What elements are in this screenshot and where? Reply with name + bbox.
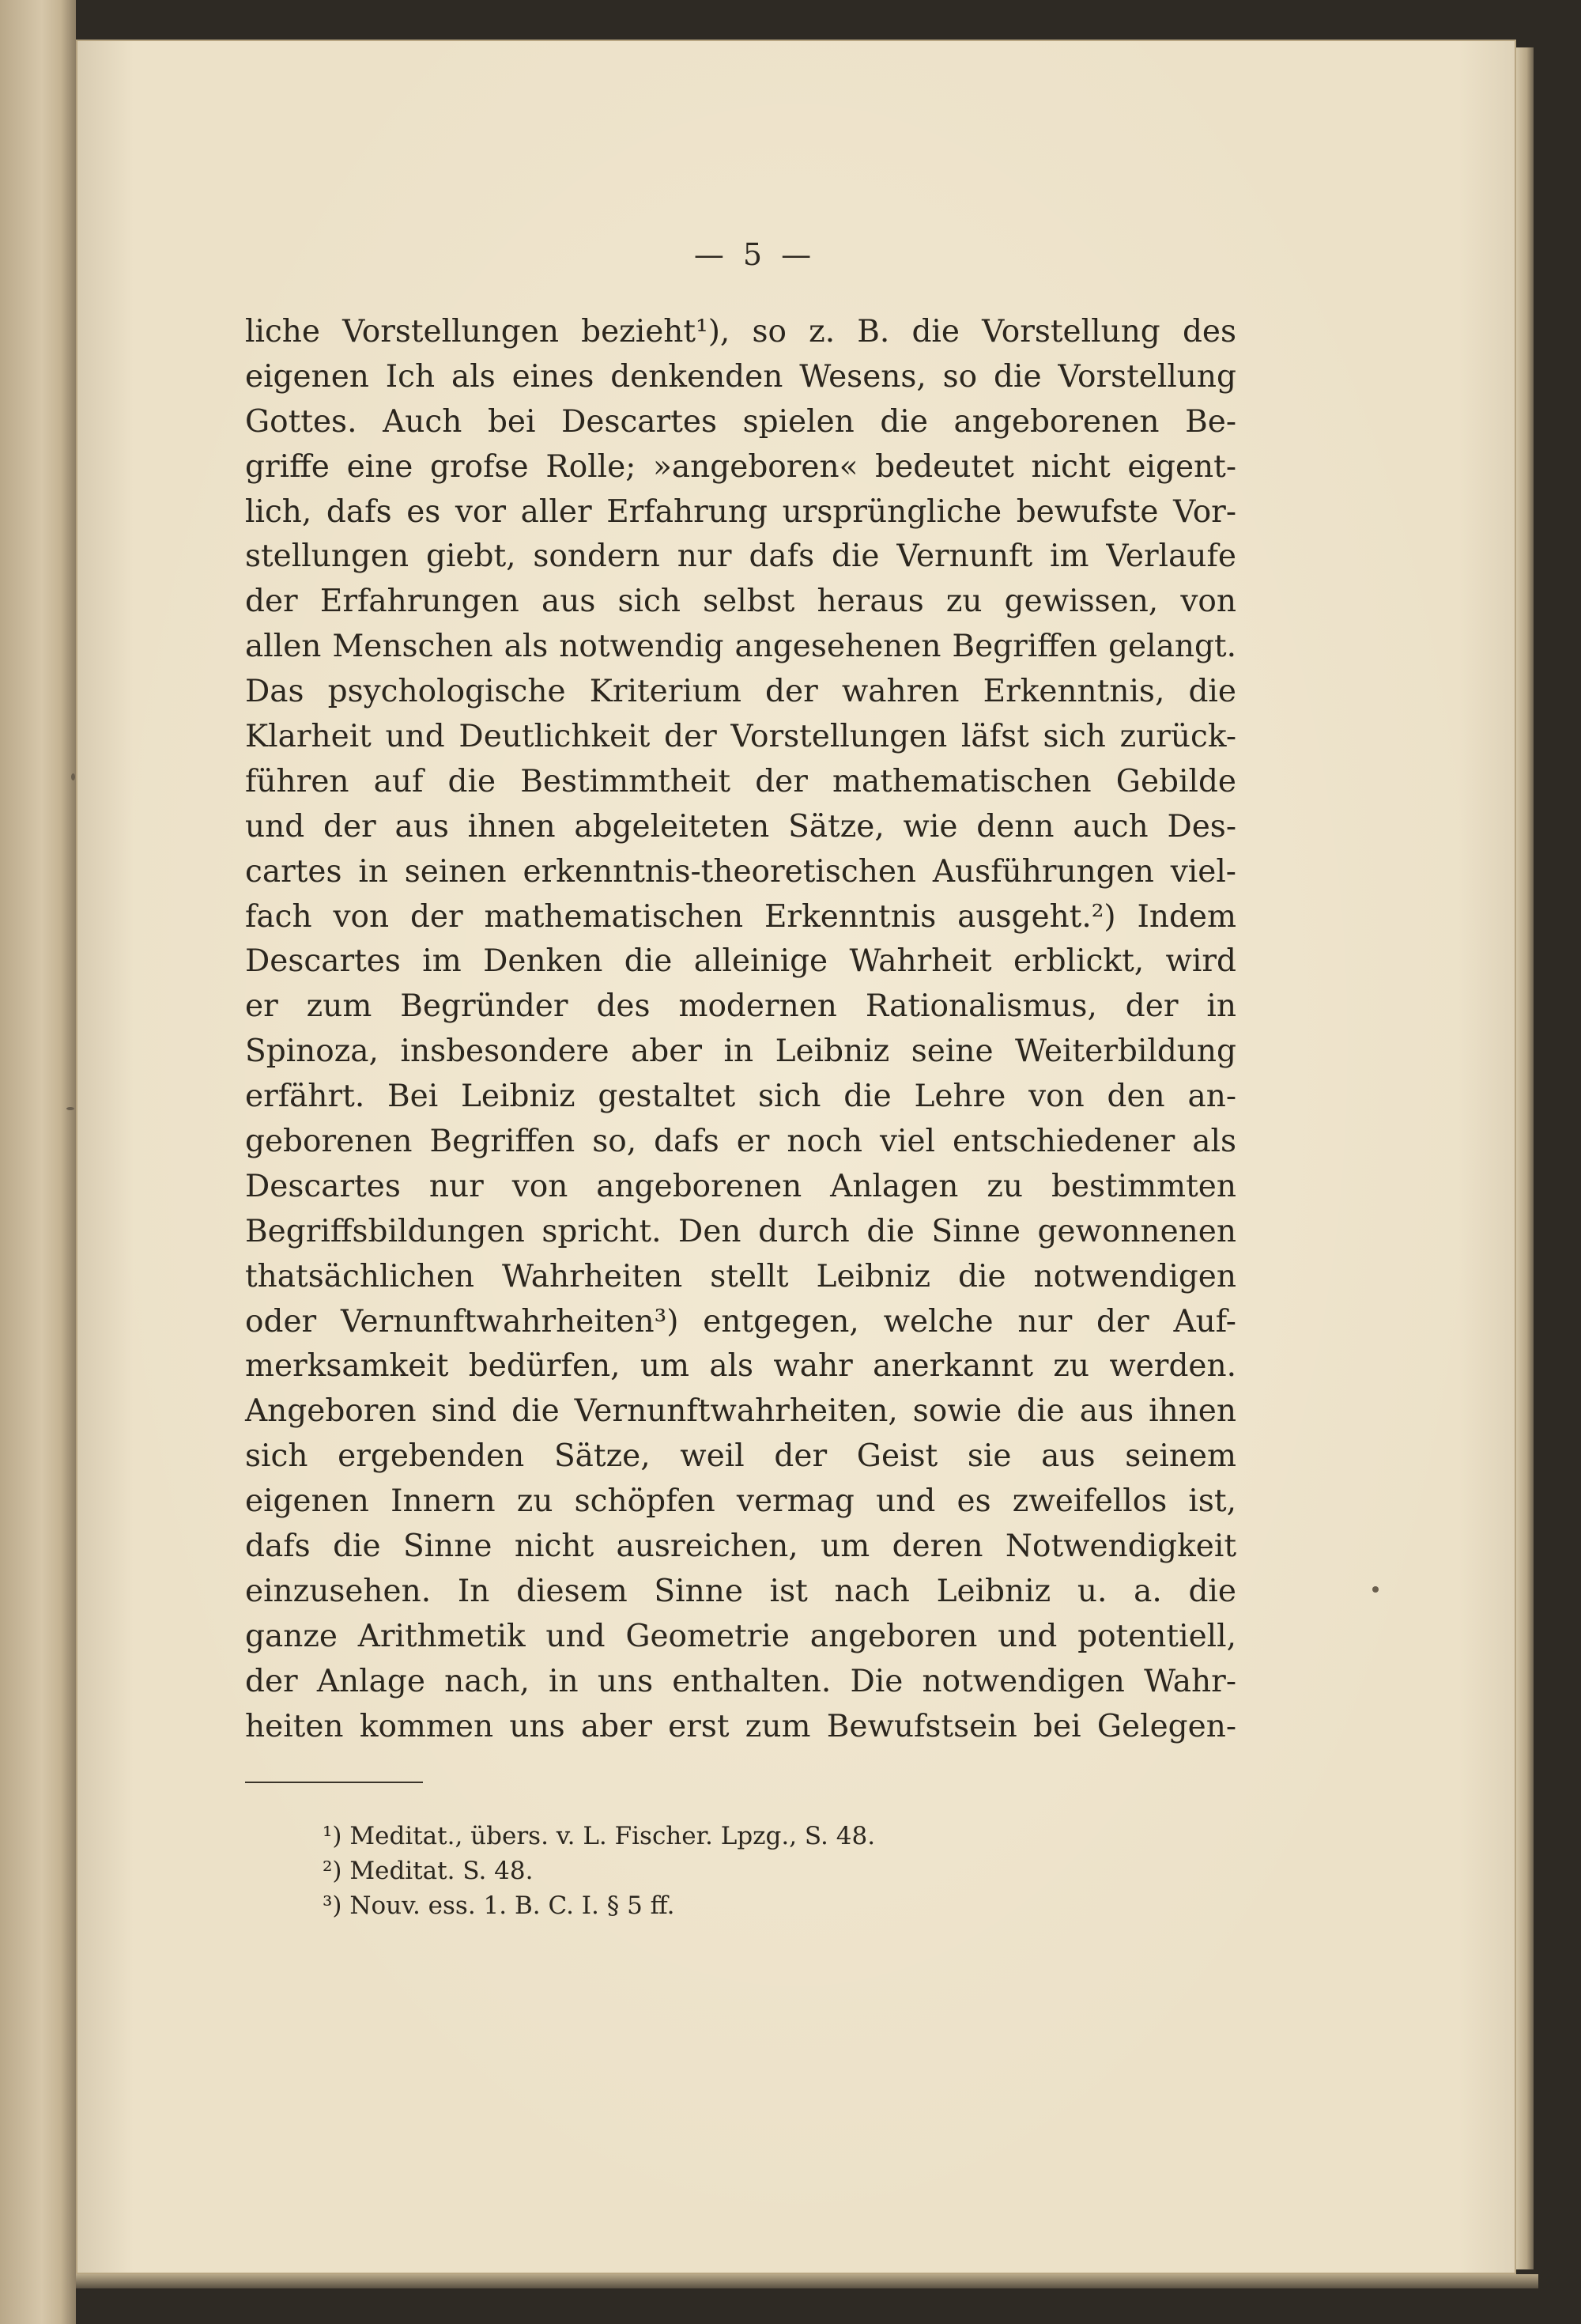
text-line: eigenen Ich als eines denkenden Wesens, so die Vorstellung [245,358,1236,395]
text-line: lich, dafs es vor aller Erfahrung ursprüngliche bewufste Vor- [245,493,1236,530]
text-line: ganze Arithmetik und Geometrie angeboren und potentiell, [245,1618,1236,1654]
paper-speck [71,773,75,780]
page-fore-edge [1516,47,1534,2269]
text-line: Angeboren sind die Vernunftwahrheiten, sowie die aus ihnen [245,1393,1236,1430]
text-line: er zum Begründer des modernen Rationalismus, der in [245,988,1236,1025]
text-line: Spinoza, insbesondere aber in Leibniz seine Weiterbildung [245,1034,1236,1070]
text-line: fach von der mathematischen Erkenntnis ausgeht.²) Indem [245,898,1236,935]
text-line: Descartes im Denken die alleinige Wahrheit erblickt, wird [245,943,1236,980]
text-line: Das psychologische Kriterium der wahren Erkenntnis, die [245,674,1236,710]
footnote-divider [245,1782,423,1783]
paper-speck [66,1107,74,1110]
footnote: ³) Nouv. ess. 1. B. C. I. § 5 ff. [323,1891,675,1920]
text-line: der Erfahrungen aus sich selbst heraus zu gewissen, von [245,584,1236,620]
text-line: eigenen Innern zu schöpfen vermag und es zweifellos ist, [245,1483,1236,1520]
footnotes [323,1819,1034,1923]
paper-speck [1372,1586,1379,1593]
text-line: der Anlage nach, in uns enthalten. Die notwendigen Wahr- [245,1663,1236,1699]
text-line: heiten kommen uns aber erst zum Bewufstsein bei Gelegen- [245,1708,1236,1744]
page-bottom-edge [76,2274,1538,2288]
body-text [245,310,1236,1750]
text-line: Klarheit und Deutlichkeit der Vorstellungen läfst sich zurück- [245,719,1236,755]
text-line: und der aus ihnen abgeleiteten Sätze, wie denn auch Des- [245,808,1236,845]
footnote: ¹) Meditat., übers. v. L. Fischer. Lpzg., S. 48. [323,1822,876,1850]
text-line: Descartes nur von angeborenen Anlagen zu bestimmten [245,1168,1236,1204]
text-line: stellungen giebt, sondern nur dafs die Vernunft im Verlaufe [245,538,1236,575]
text-line: einzusehen. In diesem Sinne ist nach Leibniz u. a. die [245,1573,1236,1609]
footnote: ²) Meditat. S. 48. [323,1857,534,1885]
text-line: thatsächlichen Wahrheiten stellt Leibniz die notwendigen [245,1258,1236,1294]
text-line: Gottes. Auch bei Descartes spielen die angeborenen Be- [245,403,1236,440]
text-line: sich ergebenden Sätze, weil der Geist sie aus seinem [245,1438,1236,1475]
text-line: oder Vernunftwahrheiten³) entgegen, welche nur der Auf- [245,1303,1236,1340]
text-line: allen Menschen als notwendig angesehenen Begriffen gelangt. [245,629,1236,665]
text-line: liche Vorstellungen bezieht¹), so z. B. die Vorstellung des [245,314,1236,350]
text-line: führen auf die Bestimmtheit der mathematischen Gebilde [245,763,1236,799]
text-line: griffe eine grofse Rolle; »angeboren« bedeutet nicht eigent- [245,448,1236,485]
page-number: — 5 — [693,237,817,272]
text-line: merksamkeit bedürfen, um als wahr anerkannt zu werden. [245,1348,1236,1385]
previous-page-edge [0,0,76,2324]
text-line: geborenen Begriffen so, dafs er noch viel entschiedener als [245,1124,1236,1160]
text-line: erfährt. Bei Leibniz gestaltet sich die Lehre von den an- [245,1079,1236,1115]
text-line: cartes in seinen erkenntnis-theoretischen Ausführungen viel- [245,853,1236,890]
text-line: Begriffsbildungen spricht. Den durch die Sinne gewonnenen [245,1213,1236,1249]
text-line: dafs die Sinne nicht ausreichen, um deren Notwendigkeit [245,1529,1236,1565]
